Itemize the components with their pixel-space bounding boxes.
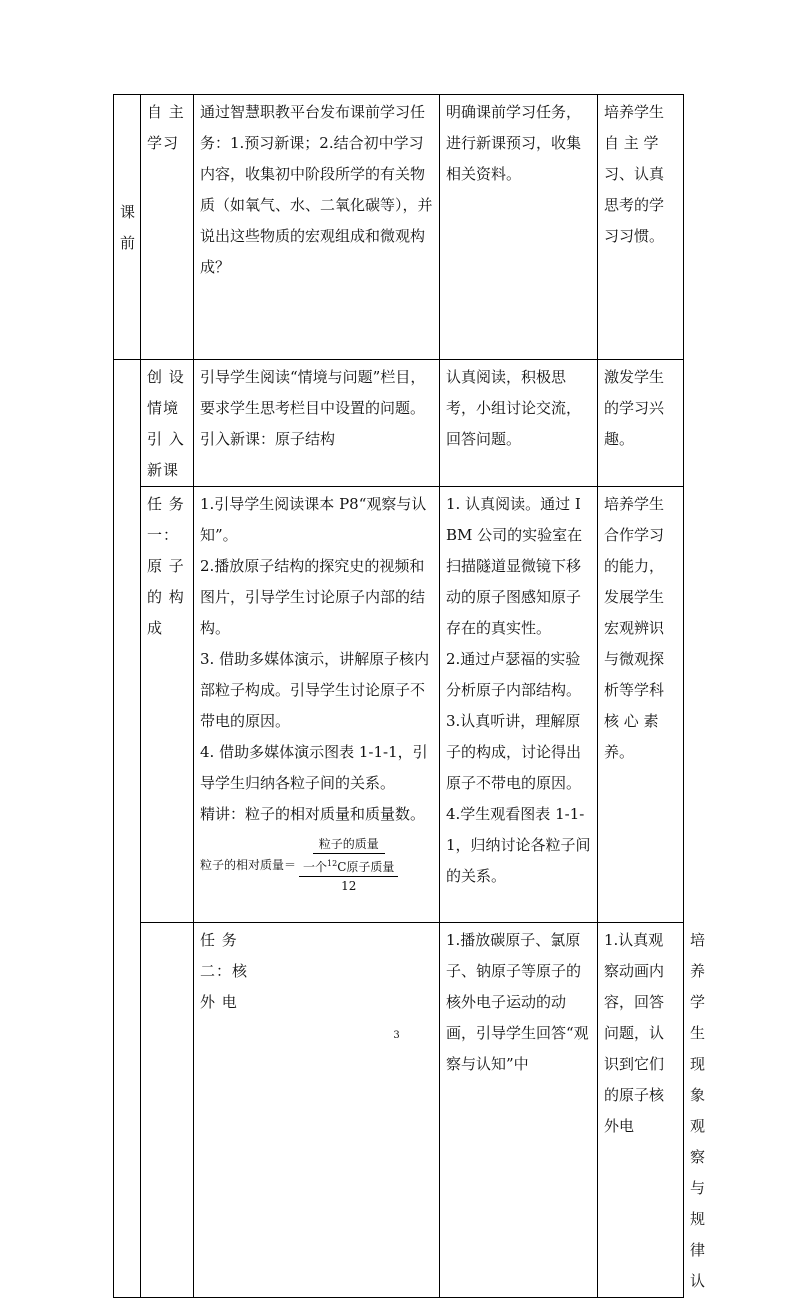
teacher-activity-cell: 引导学生阅读“情境与问题”栏目，要求学生思考栏目中设置的问题。 引入新课：原子结构 [194,360,440,487]
phase-pre-class [114,95,141,360]
phase-char: 前 [120,234,136,252]
phase-char: 课 [120,203,136,221]
phase-cell [141,923,194,1298]
student-activity-cell: 明确课前学习任务，进行新课预习，收集相关资料。 [440,95,598,360]
phase-in-class [114,360,141,1298]
stage-cell: 任 务 一： 原 子 的 构 成 [141,487,194,923]
table-row: 任 务 二：核 外 电 1.播放碳原子、氯原子、钠原子等原子的核外电子运动的动画，引导学生回答“观察与认知”中 1.认真观察动画内容，回答问题，认识到它们的原子核外电 培养学生现象观察与规律认 [114,923,684,1298]
stage-cell: 自 主 学习 [141,95,194,360]
formula-denominator: 一个$^{12}$C原子质量 [299,854,398,877]
teacher-activity-cell: 1.引导学生阅读课本 P8“观察与认知”。 2.播放原子结构的探究史的视频和图片，引导学生讨论原子内部的结构。 3. 借助多媒体演示，讲解原子核内部粒子构成。引导学生讨论原子不带电的原因。 4. 借助多媒体演示图表 1-1-1，引导学生归纳各粒子间的关系。 精讲：粒子的相对质量和质量数。 粒子的相对质量＝ 粒子的质量 一个$^{12}$C原子质量 12 [194,487,440,923]
formula-fraction: 粒子的质量 一个$^{12}$C原子质量 12 [299,836,398,894]
teacher-activity-cell: 通过智慧职教平台发布课前学习任务：1.预习新课；2.结合初中学习内容，收集初中阶段所学的有关物质（如氧气、水、二氧化碳等），并说出这些物质的宏观组成和微观构成？ [194,95,440,360]
table-row [114,95,684,360]
student-activity-cell: 1. 认真阅读。通过 IBM 公司的实验室在扫描隧道显微镜下移动的原子图感知原子存在的真实性。 2.通过卢瑟福的实验分析原子内部结构。 3.认真听讲，理解原子的构成，讨论得出原子不带电的原因。 4.学生观看图表 1-1-1，归纳讨论各粒子间的关系。 [440,487,598,923]
lesson-plan-table [113,94,706,1298]
stage-cell: 任 务 二：核 外 电 [194,923,440,1298]
stage-cell: 创 设 情境 引 入 新课 [141,360,194,487]
student-activity-cell: 1.认真观察动画内容，回答问题，认识到它们的原子核外电 [598,923,684,1298]
student-activity-cell: 认真阅读，积极思考，小组讨论交流，回答问题。 [440,360,598,487]
relative-mass-formula: 粒子的相对质量＝ 粒子的质量 一个$^{12}$C原子质量 12 [200,836,433,894]
table-row [114,487,684,923]
design-intent-cell: 培养学生合作学习的能力，发展学生宏观辨识与微观探析等学科核 心 素 养。 [598,487,684,923]
teacher-activity-cell: 1.播放碳原子、氯原子、钠原子等原子的核外电子运动的动画，引导学生回答“观察与认知”中 [440,923,598,1298]
design-intent-cell: 激发学生的学习兴趣。 [598,360,684,487]
table-row [114,360,684,487]
page-number: 3 [393,1030,400,1041]
design-intent-cell: 培养学生自 主 学 习、认真思考的学习习惯。 [598,95,684,360]
